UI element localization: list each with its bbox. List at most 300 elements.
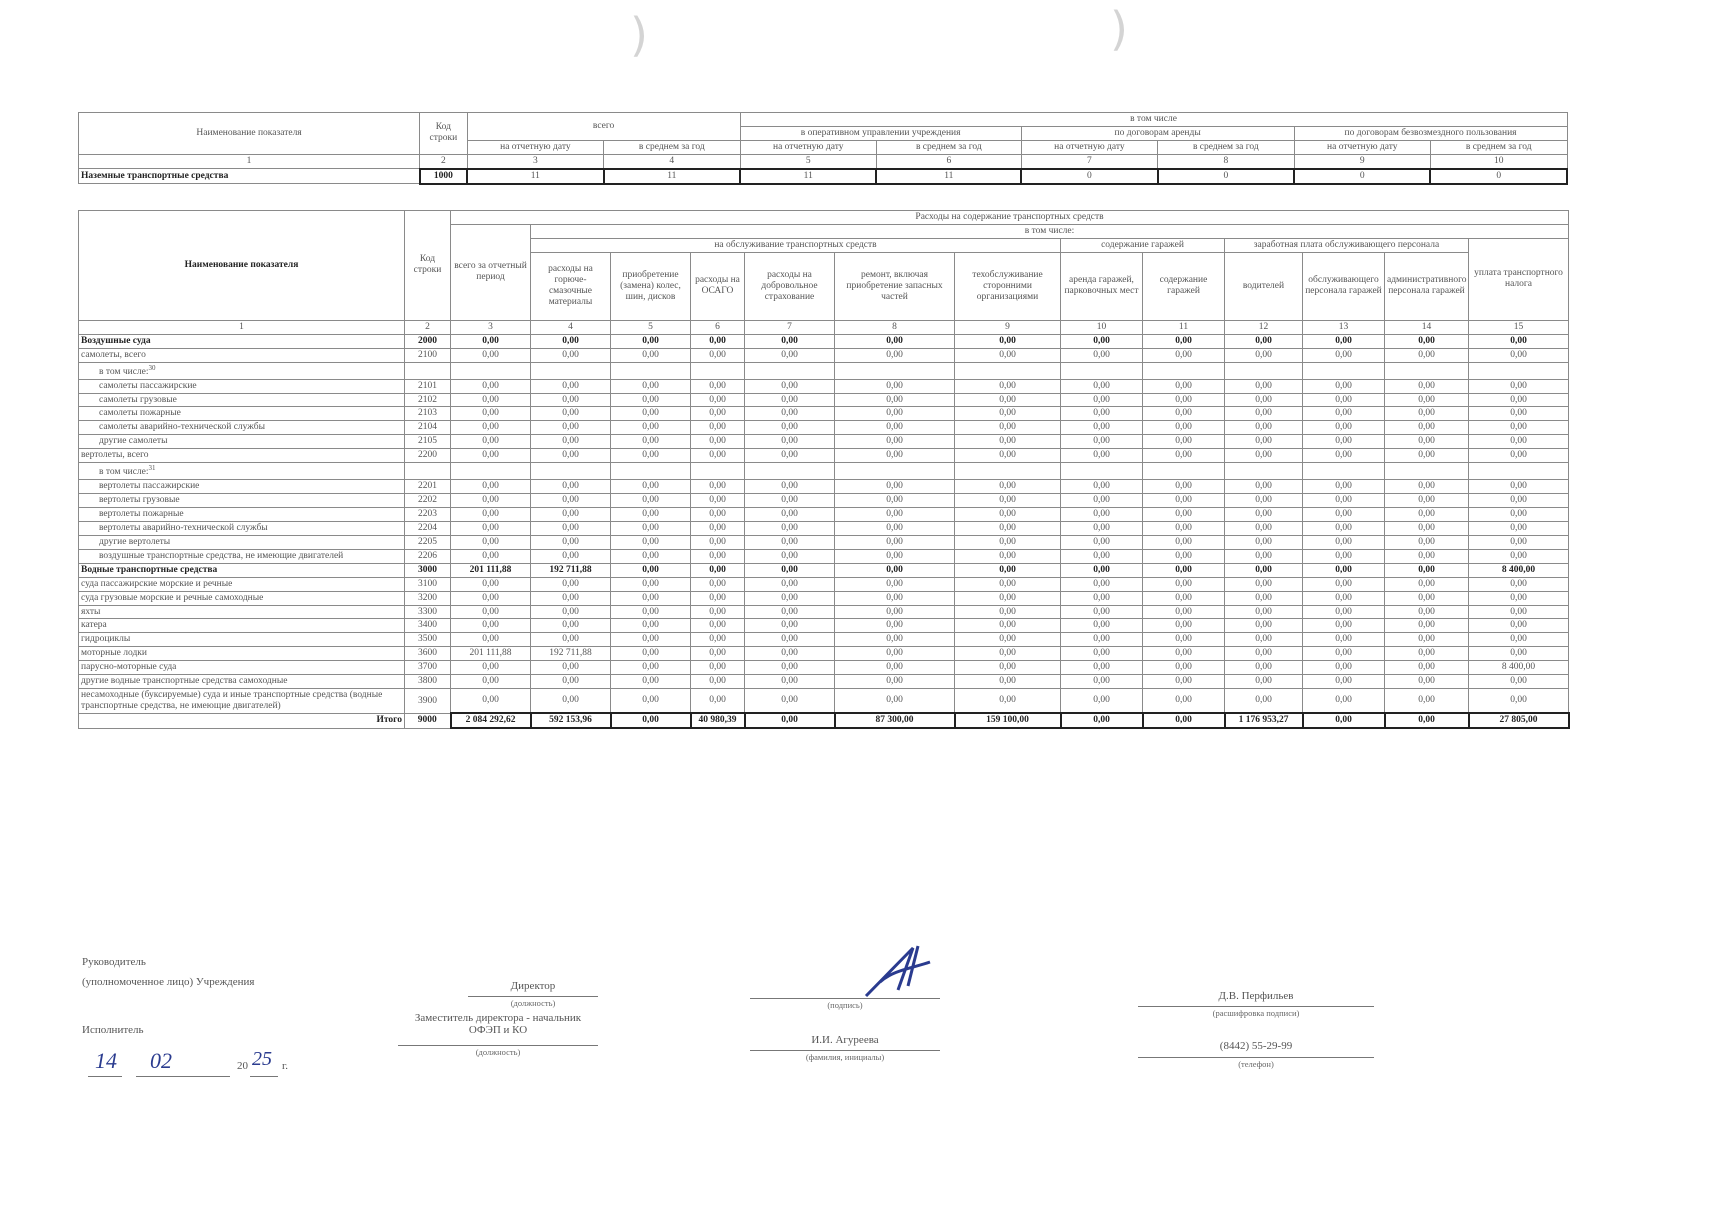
value-cell: 0,00: [451, 619, 531, 633]
value-cell: 0,00: [1303, 407, 1385, 421]
value-cell: 0,00: [1469, 494, 1569, 508]
value-cell: 0,00: [1225, 393, 1303, 407]
row-code: 2202: [405, 494, 451, 508]
col-num: 12: [1225, 320, 1303, 334]
value-cell: [1143, 463, 1225, 480]
col-num: 6: [691, 320, 745, 334]
date-day: 14: [95, 1048, 117, 1073]
total-label: Итого: [79, 713, 405, 728]
value-cell: 0,00: [835, 379, 955, 393]
value-cell: 0,00: [1225, 521, 1303, 535]
value-cell: 0,00: [1385, 675, 1469, 689]
table-row: [79, 379, 1569, 393]
value-cell: [611, 362, 691, 379]
value-cell: 0,00: [1225, 591, 1303, 605]
value-cell: 0,00: [745, 619, 835, 633]
value-cell: 0,00: [1385, 435, 1469, 449]
row-name: Воздушные суда: [79, 334, 405, 348]
sub-head: аренда гаражей, парковочных мест: [1061, 252, 1143, 320]
row-name: самолеты пассажирские: [79, 379, 405, 393]
total-cell: 0,00: [745, 713, 835, 728]
value-cell: [955, 463, 1061, 480]
table-row: [79, 435, 1569, 449]
value-cell: 0,00: [1385, 521, 1469, 535]
row-code: 3900: [405, 689, 451, 714]
value-cell: 0,00: [1061, 689, 1143, 714]
value-cell: 0,00: [1303, 521, 1385, 535]
value-cell: 201 111,88: [451, 563, 531, 577]
table-row: [79, 605, 1569, 619]
data-rows: [79, 334, 1569, 713]
value-cell: 0,00: [835, 393, 955, 407]
table-row: [79, 619, 1569, 633]
row-name: вертолеты грузовые: [79, 494, 405, 508]
value-cell: 0,00: [955, 407, 1061, 421]
row-name: суда грузовые морские и речные самоходные: [79, 591, 405, 605]
value-cell: 0,00: [531, 379, 611, 393]
value-cell: 0,00: [1061, 521, 1143, 535]
vehicles-count-table: [78, 112, 1568, 185]
value-cell: [1143, 362, 1225, 379]
head-service: на обслуживание транспортных средств: [531, 238, 1061, 252]
row-name: самолеты грузовые: [79, 393, 405, 407]
value-cell: 0,00: [531, 591, 611, 605]
head-expenses: Расходы на содержание транспортных средств: [451, 211, 1569, 225]
value-cell: 0,00: [451, 591, 531, 605]
value-cell: 0,00: [1143, 521, 1225, 535]
value-cell: 0,00: [745, 577, 835, 591]
value-cell: 0,00: [745, 393, 835, 407]
value-cell: 0,00: [1303, 480, 1385, 494]
value-cell: 0,00: [1143, 689, 1225, 714]
value-cell: 0,00: [1469, 549, 1569, 563]
value-cell: 0,00: [1061, 480, 1143, 494]
value-cell: 0,00: [531, 449, 611, 463]
head-incl: в том числе:: [531, 224, 1569, 238]
value-cell: [1061, 362, 1143, 379]
head-code: Код строки: [405, 211, 451, 321]
value-cell: 0,00: [1385, 535, 1469, 549]
value-cell: 0,00: [1143, 480, 1225, 494]
head-free: по договорам безвозмездного пользования: [1294, 126, 1567, 140]
value-cell: 0,00: [691, 577, 745, 591]
footnote-ref: 30: [148, 363, 156, 372]
value-cell: 0,00: [1469, 591, 1569, 605]
date-year-prefix: 20: [237, 1060, 248, 1072]
value-cell: [611, 463, 691, 480]
row-code: 2103: [405, 407, 451, 421]
value-cell: [691, 463, 745, 480]
value-cell: 0,00: [691, 675, 745, 689]
value-cell: [691, 362, 745, 379]
col-num: 10: [1061, 320, 1143, 334]
col-num: 1: [79, 320, 405, 334]
head-name-signer: Д.В. Перфильев: [1218, 990, 1294, 1002]
sub-head: приобретение (замена) колес, шин, дисков: [611, 252, 691, 320]
value-cell: [531, 463, 611, 480]
value-cell: [1303, 463, 1385, 480]
value-cell: 0,00: [1225, 535, 1303, 549]
table-row: [79, 407, 1569, 421]
total-cell: 87 300,00: [835, 713, 955, 728]
value-cell: 0,00: [835, 647, 955, 661]
value-cell: 0,00: [1061, 407, 1143, 421]
sub-head: административного персонала гаражей: [1385, 252, 1469, 320]
value-cell: 0,00: [835, 549, 955, 563]
value-cell: 0,00: [691, 647, 745, 661]
value-cell: 0,00: [1143, 449, 1225, 463]
col-num: 5: [611, 320, 691, 334]
value-cell: 0,00: [1061, 494, 1143, 508]
value-cell: 8 400,00: [1469, 661, 1569, 675]
value-cell: 0,00: [1303, 661, 1385, 675]
scan-artifact: ): [630, 8, 648, 62]
row-code: 2100: [405, 348, 451, 362]
value-cell: 0,00: [1303, 449, 1385, 463]
value-cell: 0,00: [451, 577, 531, 591]
value-cell: 0,00: [1303, 605, 1385, 619]
row-name: воздушные транспортные средства, не имеющие двигателей: [79, 549, 405, 563]
value-cell: 0,00: [1469, 619, 1569, 633]
value-cell: 0,00: [611, 494, 691, 508]
value-cell: 0,00: [745, 605, 835, 619]
value-cell: 0,00: [955, 661, 1061, 675]
row-code: 2204: [405, 521, 451, 535]
value-cell: 0,00: [1303, 494, 1385, 508]
value-cell: 0,00: [1225, 494, 1303, 508]
value-cell: 0,00: [451, 435, 531, 449]
head-avg: в среднем за год: [604, 140, 740, 154]
col-num: 7: [1021, 154, 1157, 168]
value-cell: [835, 463, 955, 480]
value-cell: 0,00: [691, 549, 745, 563]
sub-head: обслуживающего персонала гаражей: [1303, 252, 1385, 320]
row-name: катера: [79, 619, 405, 633]
value-cell: 0,00: [691, 508, 745, 522]
value-cell: 0,00: [1061, 591, 1143, 605]
value-cell: 0,00: [745, 494, 835, 508]
value-cell: 0,00: [691, 535, 745, 549]
value-cell: 0,00: [1385, 689, 1469, 714]
value-cell: 0,00: [1469, 334, 1569, 348]
table-row: [79, 348, 1569, 362]
value-cell: 0,00: [1225, 348, 1303, 362]
value-cell: 0,00: [531, 334, 611, 348]
head-name: Наименование показателя: [79, 211, 405, 321]
value-cell: 0,00: [451, 494, 531, 508]
value-cell: 0,00: [1385, 605, 1469, 619]
col-num: 8: [835, 320, 955, 334]
value-cell: 0,00: [955, 619, 1061, 633]
head-avg: в среднем за год: [1158, 140, 1294, 154]
row-code: [405, 463, 451, 480]
value-cell: [1385, 463, 1469, 480]
value-cell: 0,00: [1385, 563, 1469, 577]
value-cell: 0,00: [745, 563, 835, 577]
value-cell: 0,00: [835, 421, 955, 435]
value-cell: 0,00: [1143, 577, 1225, 591]
value-cell: 0,00: [745, 407, 835, 421]
col-num: 11: [1143, 320, 1225, 334]
value-cell: 0,00: [1385, 619, 1469, 633]
value-cell: 0,00: [1225, 563, 1303, 577]
value-cell: 0,00: [835, 675, 955, 689]
value-cell: 0,00: [1143, 348, 1225, 362]
value-cell: 0,00: [1303, 675, 1385, 689]
table-row: [79, 508, 1569, 522]
table-row: [79, 449, 1569, 463]
head-total: всего: [467, 113, 740, 141]
value-cell: [955, 362, 1061, 379]
value-cell: [745, 463, 835, 480]
value-cell: 0: [1021, 169, 1157, 184]
value-cell: 0,00: [745, 334, 835, 348]
table-row: [79, 591, 1569, 605]
total-cell: 0,00: [1303, 713, 1385, 728]
value-cell: 0,00: [1225, 421, 1303, 435]
value-cell: 0,00: [1303, 689, 1385, 714]
value-cell: 0,00: [835, 334, 955, 348]
value-cell: 0,00: [1225, 647, 1303, 661]
executor-position-caption: (должность): [475, 1047, 521, 1057]
value-cell: 0,00: [531, 689, 611, 714]
value-cell: 0,00: [955, 348, 1061, 362]
row-code: 2203: [405, 508, 451, 522]
row-code: 2200: [405, 449, 451, 463]
value-cell: 0,00: [531, 421, 611, 435]
row-code: [405, 362, 451, 379]
row-name: другие вертолеты: [79, 535, 405, 549]
value-cell: 0,00: [691, 619, 745, 633]
value-cell: 0,00: [1385, 661, 1469, 675]
value-cell: 0,00: [1225, 334, 1303, 348]
total-cell: 0,00: [1385, 713, 1469, 728]
value-cell: 0,00: [611, 563, 691, 577]
footnote-ref: 31: [148, 464, 156, 473]
value-cell: 11: [740, 169, 876, 184]
table-row: [79, 563, 1569, 577]
value-cell: 0,00: [1061, 421, 1143, 435]
value-cell: 0,00: [1385, 480, 1469, 494]
col-num: 9: [1294, 154, 1430, 168]
value-cell: 0,00: [745, 435, 835, 449]
value-cell: 0,00: [531, 407, 611, 421]
value-cell: 192 711,88: [531, 647, 611, 661]
scan-artifact: ): [1110, 2, 1128, 56]
value-cell: [1225, 463, 1303, 480]
sub-head: расходы на добровольное страхование: [745, 252, 835, 320]
value-cell: 0,00: [1469, 421, 1569, 435]
value-cell: 0,00: [955, 577, 1061, 591]
value-cell: 0,00: [1061, 508, 1143, 522]
table-row: [79, 463, 1569, 480]
value-cell: 0,00: [1303, 379, 1385, 393]
value-cell: 0,00: [1143, 334, 1225, 348]
value-cell: 0,00: [1143, 563, 1225, 577]
value-cell: 0,00: [611, 675, 691, 689]
value-cell: 0,00: [1303, 348, 1385, 362]
value-cell: 0,00: [531, 633, 611, 647]
name-caption: (расшифровка подписи): [1212, 1008, 1300, 1018]
value-cell: 0,00: [1469, 577, 1569, 591]
value-cell: 0,00: [1061, 619, 1143, 633]
value-cell: 0,00: [745, 647, 835, 661]
value-cell: 0,00: [835, 480, 955, 494]
value-cell: [1061, 463, 1143, 480]
value-cell: 0,00: [1225, 605, 1303, 619]
phone-caption: (телефон): [1238, 1059, 1274, 1069]
executor-name: И.И. Агуреева: [811, 1034, 879, 1046]
row-name: вертолеты пожарные: [79, 508, 405, 522]
value-cell: 0,00: [745, 591, 835, 605]
executor-name-caption: (фамилия, инициалы): [805, 1052, 885, 1062]
col-num: 14: [1385, 320, 1469, 334]
value-cell: 0,00: [835, 619, 955, 633]
value-cell: 0,00: [955, 521, 1061, 535]
value-cell: 0,00: [531, 348, 611, 362]
value-cell: 0,00: [1385, 549, 1469, 563]
value-cell: 0,00: [1469, 393, 1569, 407]
row-code: 1000: [420, 169, 468, 184]
value-cell: 0,00: [1469, 535, 1569, 549]
value-cell: 0,00: [835, 563, 955, 577]
signature-image: [858, 940, 938, 1002]
value-cell: 0,00: [1143, 647, 1225, 661]
value-cell: 0,00: [1225, 449, 1303, 463]
value-cell: [835, 362, 955, 379]
value-cell: [745, 362, 835, 379]
value-cell: [1225, 362, 1303, 379]
row-code: 3500: [405, 633, 451, 647]
table-row: [79, 661, 1569, 675]
value-cell: 0,00: [1385, 379, 1469, 393]
value-cell: 0,00: [531, 605, 611, 619]
value-cell: [531, 362, 611, 379]
value-cell: 0,00: [611, 334, 691, 348]
value-cell: 0,00: [1061, 647, 1143, 661]
value-cell: 0,00: [611, 689, 691, 714]
position-caption: (должность): [510, 998, 556, 1008]
col-num: 15: [1469, 320, 1569, 334]
value-cell: 0,00: [611, 633, 691, 647]
head-lease: по договорам аренды: [1021, 126, 1294, 140]
value-cell: 0,00: [1469, 348, 1569, 362]
value-cell: 0,00: [451, 633, 531, 647]
value-cell: 0,00: [1385, 449, 1469, 463]
value-cell: 0,00: [531, 661, 611, 675]
value-cell: 0,00: [1385, 494, 1469, 508]
value-cell: 0,00: [531, 435, 611, 449]
value-cell: 0,00: [835, 494, 955, 508]
col-num: 4: [604, 154, 740, 168]
value-cell: [1469, 463, 1569, 480]
col-num: 10: [1430, 154, 1567, 168]
value-cell: 0,00: [451, 508, 531, 522]
executor-label: Исполнитель: [82, 1024, 144, 1036]
value-cell: 0,00: [531, 549, 611, 563]
head-tax: уплата транспортного налога: [1469, 238, 1569, 320]
value-cell: 0,00: [691, 633, 745, 647]
signature-caption: (подпись): [827, 1000, 863, 1010]
value-cell: 0,00: [611, 661, 691, 675]
value-cell: 0,00: [835, 661, 955, 675]
value-cell: 0,00: [691, 449, 745, 463]
value-cell: 0,00: [1469, 633, 1569, 647]
value-cell: 0,00: [1143, 421, 1225, 435]
value-cell: 0,00: [611, 393, 691, 407]
row-code: 3000: [405, 563, 451, 577]
sub-head: содержание гаражей: [1143, 252, 1225, 320]
value-cell: 0,00: [1385, 647, 1469, 661]
value-cell: 0,00: [451, 535, 531, 549]
total-cell: 0,00: [1061, 713, 1143, 728]
value-cell: 0,00: [1061, 393, 1143, 407]
value-cell: 0,00: [1303, 619, 1385, 633]
value-cell: 0,00: [691, 393, 745, 407]
value-cell: 11: [467, 169, 603, 184]
total-cell: 1 176 953,27: [1225, 713, 1303, 728]
head-salary: заработная плата обслуживающего персонала: [1225, 238, 1469, 252]
value-cell: 0,00: [1303, 633, 1385, 647]
col-num: 3: [451, 320, 531, 334]
value-cell: 0,00: [1061, 334, 1143, 348]
value-cell: 0,00: [1469, 689, 1569, 714]
row-code: 2205: [405, 535, 451, 549]
total-cell: 40 980,39: [691, 713, 745, 728]
value-cell: 0,00: [1385, 577, 1469, 591]
head-incl: в том числе: [740, 113, 1567, 127]
value-cell: 0,00: [835, 605, 955, 619]
col-num: 2: [405, 320, 451, 334]
row-name: Наземные транспортные средства: [79, 169, 420, 184]
value-cell: 0,00: [611, 591, 691, 605]
value-cell: 0,00: [955, 563, 1061, 577]
table-row: [79, 521, 1569, 535]
row-code: 3400: [405, 619, 451, 633]
value-cell: 0,00: [835, 535, 955, 549]
sub-head: расходы на ОСАГО: [691, 252, 745, 320]
row-code: 2201: [405, 480, 451, 494]
row-name: самолеты аварийно-технической службы: [79, 421, 405, 435]
table-row: [79, 421, 1569, 435]
row-name: яхты: [79, 605, 405, 619]
value-cell: 0,00: [1469, 480, 1569, 494]
sub-head: расходы на горюче-смазочные материалы: [531, 252, 611, 320]
row-name: вертолеты пассажирские: [79, 480, 405, 494]
value-cell: 0,00: [745, 480, 835, 494]
head-op: в оперативном управлении учреждения: [740, 126, 1021, 140]
head-date: на отчетную дату: [467, 140, 603, 154]
value-cell: 0,00: [1143, 675, 1225, 689]
value-cell: 0,00: [1061, 633, 1143, 647]
head-label-2: (уполномоченное лицо) Учреждения: [82, 976, 255, 988]
value-cell: 0,00: [1303, 591, 1385, 605]
total-cell: 0,00: [1143, 713, 1225, 728]
value-cell: 0,00: [1225, 689, 1303, 714]
value-cell: 0,00: [1143, 379, 1225, 393]
value-cell: 0,00: [611, 605, 691, 619]
sub-head: ремонт, включая приобретение запасных частей: [835, 252, 955, 320]
table-row: [79, 393, 1569, 407]
value-cell: 0,00: [1143, 407, 1225, 421]
value-cell: 0,00: [1225, 508, 1303, 522]
row-name: самолеты пожарные: [79, 407, 405, 421]
value-cell: 0,00: [611, 647, 691, 661]
value-cell: 0,00: [1225, 577, 1303, 591]
value-cell: 0,00: [955, 675, 1061, 689]
value-cell: 0,00: [745, 508, 835, 522]
value-cell: 0,00: [611, 407, 691, 421]
